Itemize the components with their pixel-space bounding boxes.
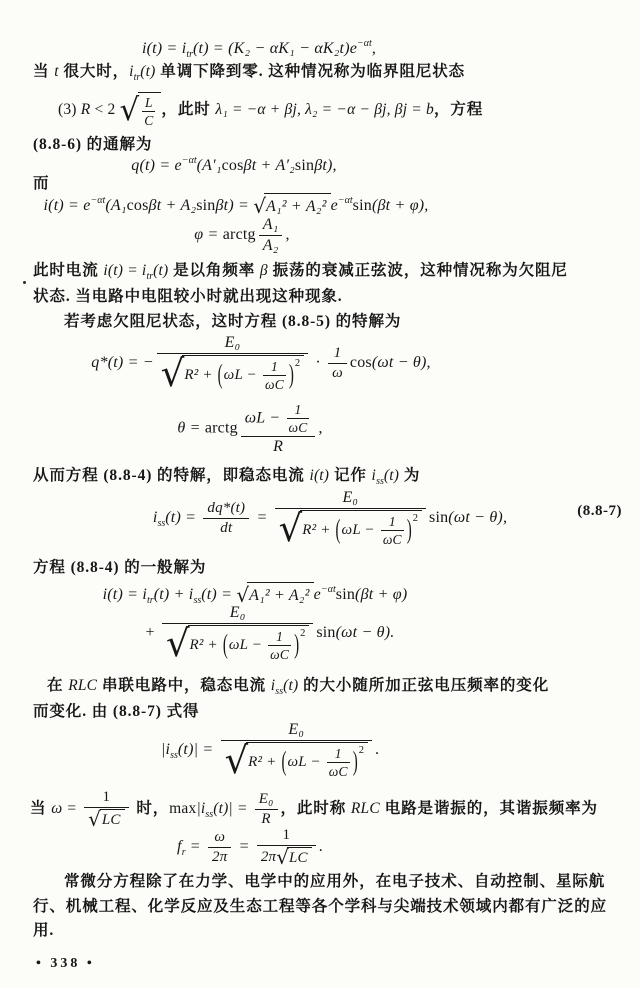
fraction-numerator: 1 [294, 402, 302, 417]
formula-run: βt) = [215, 197, 254, 214]
text-run: . 当电路中电阻较小时就出现这种现象. [65, 288, 343, 305]
formula-run: q(t) = e [131, 157, 182, 174]
text-run: 用. [33, 922, 55, 939]
formula-run: βt + A₂ [148, 197, 197, 214]
radicand: A₁² + A₂² [247, 582, 314, 608]
fraction-denominator: A₂ [259, 235, 283, 255]
radicand: LC [287, 847, 312, 868]
exponent: 2 [358, 744, 364, 756]
math-run: |i [196, 799, 206, 817]
ink-speck [23, 281, 26, 284]
fraction-denominator: ωC [288, 420, 308, 436]
bold-term: 欠阻尼 [518, 262, 568, 279]
radicand: A₁² + A₂² [264, 193, 331, 219]
fraction-numerator: E₀ [258, 791, 274, 807]
text-run: 是以角频率 [168, 262, 260, 279]
plus-sign: + [145, 624, 159, 642]
text-run: 的大小随所加正弦电压频率的变化 [298, 677, 550, 694]
paren: ) [406, 515, 412, 546]
formula-run: i(t) = i [102, 586, 148, 603]
formula-run: f [177, 837, 182, 855]
fraction-numerator: 1 [388, 513, 396, 529]
math-run: < 2 [90, 101, 120, 119]
formula-run: (ωt − θ). [335, 624, 395, 642]
math-run: i(t) [309, 467, 330, 484]
text-run: 振荡的衰减正弦波，这种情况称为 [267, 262, 519, 279]
para-rlc-line2 [33, 701, 199, 723]
math-run: t [54, 63, 59, 80]
formula-run: , [318, 419, 323, 437]
math-run: i [129, 63, 134, 80]
fraction-denominator: ωC [264, 376, 284, 392]
subscript: tr [186, 49, 194, 60]
radicand: LC [100, 809, 125, 830]
formula-run: = [252, 509, 272, 527]
text-run: ，此时称 [280, 799, 351, 817]
para-general-intro [33, 557, 206, 579]
formula-amplitude [0, 721, 590, 783]
formula-run: ωL − [244, 409, 285, 427]
formula-run: (βt + φ) [355, 586, 408, 603]
math-run: (t)| = [213, 799, 252, 817]
fraction-numerator: A₁ [262, 216, 279, 233]
formula-run: (βt + φ), [371, 197, 429, 214]
para-applications-line1 [64, 871, 605, 893]
formula-steady-state-current [10, 489, 640, 551]
radical-icon: √ [119, 91, 141, 128]
fraction-numerator: 1 [102, 789, 111, 805]
para-applications-line3 [33, 920, 54, 942]
math-run: (3) [58, 101, 81, 119]
radicand-run: ωL − [341, 521, 379, 538]
radicand-run: R² + [189, 636, 222, 653]
formula-run: e [313, 586, 321, 603]
superscript: −αt [90, 195, 106, 206]
formula-resonant-frequency [0, 827, 570, 868]
equation-number [577, 503, 622, 520]
radicand-run: R² + [248, 753, 281, 770]
text-run: 在 [47, 677, 69, 694]
subscript: ss [193, 595, 202, 606]
formula-run: θ = [177, 419, 205, 437]
fraction-numerator: E₀ [224, 334, 241, 351]
superscript: −αt [337, 195, 353, 206]
fraction-numerator: 1 [333, 345, 342, 362]
formula-run: i(t) = e [43, 197, 91, 214]
multiplication-dot: · [311, 354, 326, 372]
math-run: λ₁ = −α + βj, λ₂ = −α − βj, βj = b [215, 101, 434, 119]
text-run: 常微分方程除了在力学、电学中的应用外，在电子技术、自动控制、星际航 [64, 873, 606, 890]
radical-icon: √ [253, 194, 266, 219]
formula-run: (A′₁ [196, 157, 222, 174]
fraction-denominator: ωC [270, 646, 290, 662]
math-run: (t) [283, 677, 299, 694]
text-run: 当 [30, 799, 52, 817]
formula-run: (ωt − θ), [448, 509, 508, 527]
radicand-run: ωL − [228, 636, 267, 653]
para-rlc-line1 [47, 675, 549, 703]
radicand-run: ωL − [223, 366, 261, 383]
function-name: sin [316, 624, 336, 642]
fraction-denominator: ω [328, 363, 347, 382]
formula-run: (t) = (K₂ − αK₁ − αK₂t)e [193, 40, 358, 57]
math-run: i [371, 467, 377, 484]
function-name: arctg [204, 419, 238, 437]
text-run: ，方程 [433, 101, 484, 119]
equation-number-text: (8.8-7) [577, 503, 622, 519]
fraction-denominator-run: 2π [260, 848, 277, 865]
math-run: i(t) = i [103, 262, 147, 279]
formula-run: , [285, 226, 290, 244]
math-run: (t) [140, 63, 156, 80]
radical-icon: √ [278, 507, 303, 551]
paren: ( [222, 630, 228, 661]
para-applications-line2 [33, 896, 607, 918]
text-run: ，此时 [161, 101, 216, 119]
math-run: β [259, 262, 268, 279]
math-run: R [80, 101, 91, 119]
text-run: 行、机械工程、化学反应及生态工程等各个学科与尖端技术领域内都有广泛的应 [33, 898, 608, 915]
formula-run: . [318, 837, 323, 855]
text-run: 单调下降到零. 这种情况称为临界阻尼状态 [155, 63, 466, 80]
superscript: −αt [357, 38, 372, 49]
subscript: ss [275, 686, 284, 697]
fraction-numerator: dq*(t) [207, 500, 246, 517]
text-run: 而 [33, 175, 50, 192]
fraction-numerator: 1 [270, 358, 278, 374]
paren: ( [281, 747, 287, 778]
subscript: r [181, 846, 186, 858]
exponent: 2 [294, 357, 301, 369]
fraction-denominator: dt [203, 518, 249, 537]
formula-run: = [185, 837, 205, 855]
formula-charge-general [0, 150, 554, 177]
formula-run: (A₁ [105, 197, 127, 214]
formula-run: q*(t) = − [91, 354, 154, 372]
para-resonance [30, 789, 598, 830]
fraction-denominator: 2π [208, 847, 231, 866]
subscript: ss [376, 476, 384, 487]
para-underdamped-line1 [33, 260, 568, 288]
math-run: (t) [153, 262, 169, 279]
page-number [36, 956, 95, 972]
fraction-numerator: E₀ [288, 721, 305, 738]
radical-icon: √ [165, 622, 190, 666]
fraction-numerator: L [144, 95, 153, 110]
math-run: RLC [68, 677, 98, 694]
para-particular-intro [64, 311, 401, 333]
fraction-numerator: ω [214, 829, 226, 845]
radicand-run: R² + [302, 521, 335, 538]
function-name: max [169, 799, 197, 817]
paren: ) [294, 630, 300, 661]
text-run: 此时电流 [33, 262, 104, 279]
function-name: sin [352, 197, 372, 214]
radicand-run: R² + [184, 366, 217, 383]
formula-phase-angle [0, 216, 562, 255]
function-name: sin [196, 197, 216, 214]
formula-run: φ = [194, 226, 223, 244]
math-run: = [62, 799, 82, 817]
formula-run: e [330, 197, 338, 214]
formula-qstar-particular [0, 334, 581, 396]
subscript: ss [157, 518, 166, 530]
fraction-denominator: ωC [328, 763, 348, 779]
subscript: ss [205, 808, 214, 820]
text-run: 若考虑欠阻尼状态，这时方程 (8.8-5) 的特解为 [64, 313, 402, 330]
formula-run: βt + A′₂ [243, 157, 295, 174]
formula-general-line2 [0, 604, 590, 666]
radical-icon: √ [236, 583, 250, 608]
fraction-denominator: ωC [382, 531, 402, 547]
para-underdamped-line2 [33, 286, 343, 308]
radical-icon: √ [160, 352, 185, 396]
formula-run: (ωt − θ), [371, 354, 431, 372]
exponent: 2 [300, 627, 306, 639]
radicand-run: ωL − [287, 753, 325, 770]
formula-run: βt), [314, 157, 337, 174]
fraction-numerator: E₀ [229, 604, 246, 621]
formula-theta [0, 402, 570, 456]
radical-icon: √ [88, 807, 102, 832]
superscript: −αt [320, 584, 336, 595]
function-name: sin [335, 586, 356, 603]
formula-run: (t) = [165, 509, 201, 527]
paren: ) [288, 360, 294, 391]
formula-run: = [234, 837, 254, 855]
function-name: cos [126, 197, 149, 214]
function-name: cos [349, 354, 372, 372]
page-number-text: • 338 • [36, 956, 95, 971]
para-critical-damping [33, 61, 465, 89]
radical-icon: √ [224, 739, 249, 783]
text-run: 很大时， [58, 63, 130, 80]
formula-run: i [152, 509, 158, 527]
formula-run: |i [160, 741, 171, 759]
text-run: 而变化. 由 (8.8-7) 式得 [33, 703, 200, 720]
fraction-numerator: E₀ [342, 489, 359, 506]
formula-run: , [371, 40, 377, 57]
text-run: 电路是谐振的，其谐振频率为 [379, 799, 598, 817]
text-run: 记作 [329, 467, 372, 484]
paren: ) [352, 747, 358, 778]
math-run: i [270, 677, 276, 694]
subscript: tr [133, 72, 141, 83]
text-run: (8.8-6) 的通解为 [33, 136, 153, 153]
formula-run: (t) = [201, 586, 237, 603]
exponent: 2 [412, 512, 419, 524]
text-run: 为 [399, 467, 421, 484]
function-name: sin [294, 157, 315, 174]
fraction-numerator: 1 [334, 745, 342, 761]
math-run: RLC [350, 799, 380, 817]
text-run: 当 [33, 63, 55, 80]
paren: ( [217, 360, 223, 391]
math-run: ω [51, 799, 63, 817]
text-run: 串联电路中，稳态电流 [97, 677, 271, 694]
paren: ( [335, 515, 341, 546]
function-name: sin [429, 509, 449, 527]
function-name: cos [221, 157, 244, 174]
formula-run: (t) + i [153, 586, 194, 603]
text-run: 从而方程 (8.8-4) 的特解，即稳态电流 [33, 467, 310, 484]
formula-run: i(t) = i [141, 40, 187, 57]
superscript: −αt [181, 155, 197, 166]
text-run: 方程 (8.8-4) 的一般解为 [33, 559, 207, 576]
function-name: arctg [222, 226, 256, 244]
fraction-numerator: 1 [276, 628, 284, 644]
formula-run: . [374, 741, 380, 759]
fraction-numerator: 1 [282, 827, 291, 843]
fraction-denominator: R [241, 436, 316, 456]
radical-icon: √ [276, 845, 289, 870]
para-case3-underdamped [58, 92, 483, 129]
formula-run: (t)| = [177, 741, 218, 759]
formula-current-general [0, 190, 556, 219]
subscript: ss [170, 750, 178, 762]
subscript: tr [147, 595, 154, 606]
math-run: (t) [383, 467, 400, 484]
fraction-denominator: R [255, 809, 278, 828]
subscript: tr [146, 271, 154, 282]
bold-term: 状态 [33, 288, 66, 305]
text-run: 时， [131, 799, 170, 817]
fraction-denominator: C [144, 113, 154, 129]
